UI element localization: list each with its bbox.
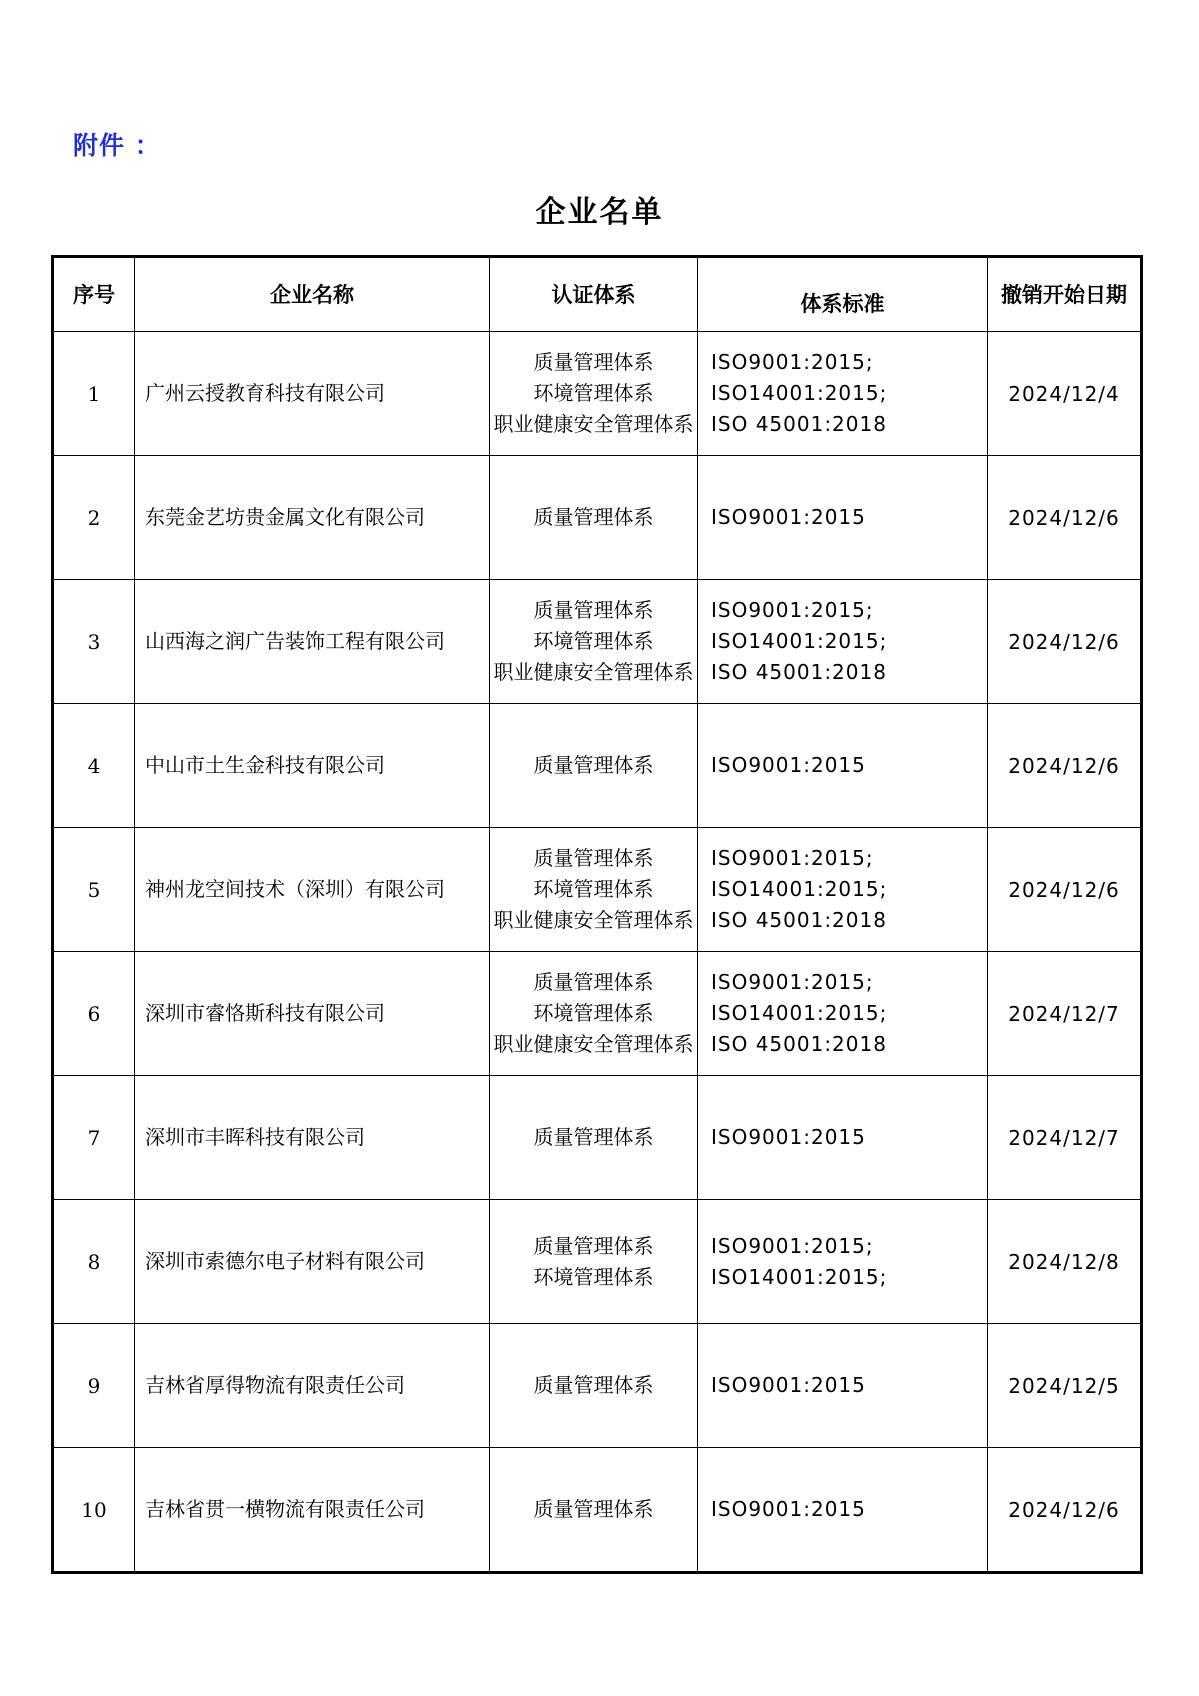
standard-item: ISO14001:2015; [711, 1264, 888, 1289]
table-row [53, 704, 1142, 828]
revocation-date: 2024/12/6 [988, 828, 1142, 952]
system-item: 质量管理体系 [533, 1497, 654, 1521]
standard-item: ISO9001:2015 [711, 505, 866, 529]
system-item: 质量管理体系 [533, 970, 654, 994]
company-name: 神州龙空间技术（深圳）有限公司 [135, 828, 490, 952]
row-number: 9 [53, 1324, 135, 1448]
certification-systems [490, 828, 698, 952]
company-name: 吉林省贯一横物流有限责任公司 [135, 1448, 490, 1573]
header-standard: 体系标准 [698, 257, 988, 332]
table-row [53, 456, 1142, 580]
system-item: 环境管理体系 [533, 381, 654, 405]
company-name: 广州云授教育科技有限公司 [135, 332, 490, 456]
company-name: 中山市土生金科技有限公司 [135, 704, 490, 828]
row-number: 1 [53, 332, 135, 456]
system-standards [698, 704, 988, 828]
table-header-row [53, 257, 1142, 332]
row-number: 2 [53, 456, 135, 580]
table-row [53, 828, 1142, 952]
certification-systems [490, 1324, 698, 1448]
company-name: 东莞金艺坊贵金属文化有限公司 [135, 456, 490, 580]
system-item: 质量管理体系 [533, 350, 654, 374]
standard-item: ISO14001:2015; [711, 629, 888, 653]
standard-item: ISO9001:2015; [711, 350, 874, 374]
system-item: 质量管理体系 [533, 753, 654, 777]
row-number: 3 [53, 580, 135, 704]
certification-systems [490, 332, 698, 456]
system-item: 环境管理体系 [533, 877, 654, 901]
header-system: 认证体系 [490, 257, 698, 332]
table-row [53, 580, 1142, 704]
system-item: 环境管理体系 [533, 1001, 654, 1025]
system-item: 职业健康安全管理体系 [493, 1032, 694, 1056]
system-standards [698, 580, 988, 704]
system-standards [698, 1324, 988, 1448]
header-date: 撤销开始日期 [988, 257, 1142, 332]
revocation-date: 2024/12/5 [988, 1324, 1142, 1448]
attachment-label: 附件 ： [73, 131, 161, 160]
revocation-date: 2024/12/4 [988, 332, 1142, 456]
header-no: 序号 [53, 257, 135, 332]
system-standards [698, 332, 988, 456]
revocation-date: 2024/12/6 [988, 580, 1142, 704]
row-number: 10 [53, 1448, 135, 1573]
certification-systems [490, 952, 698, 1076]
certification-systems [490, 704, 698, 828]
system-item: 质量管理体系 [533, 846, 654, 870]
system-standards [698, 828, 988, 952]
standard-item: ISO9001:2015 [711, 753, 866, 777]
standard-item: ISO14001:2015; [711, 877, 888, 901]
row-number: 6 [53, 952, 135, 1076]
company-name: 吉林省厚得物流有限责任公司 [135, 1324, 490, 1448]
header-name: 企业名称 [135, 257, 490, 332]
enterprise-table [51, 255, 1143, 1574]
company-name: 深圳市睿恪斯科技有限公司 [135, 952, 490, 1076]
table-row [53, 1324, 1142, 1448]
table-row [53, 1200, 1142, 1324]
table-row [53, 952, 1142, 1076]
system-item: 质量管理体系 [533, 1125, 654, 1149]
revocation-date: 2024/12/6 [988, 704, 1142, 828]
row-number: 5 [53, 828, 135, 952]
system-standards [698, 952, 988, 1076]
table-body [53, 332, 1142, 1573]
standard-item: ISO 45001:2018 [711, 412, 887, 436]
standard-item: ISO9001:2015; [711, 970, 874, 994]
system-item: 职业健康安全管理体系 [493, 660, 694, 684]
system-item: 质量管理体系 [533, 598, 654, 622]
company-name: 山西海之润广告装饰工程有限公司 [135, 580, 490, 704]
standard-item: ISO9001:2015; [711, 598, 874, 622]
standard-item: ISO14001:2015; [711, 381, 888, 405]
system-standards [698, 1448, 988, 1573]
revocation-date: 2024/12/8 [988, 1200, 1142, 1324]
standard-item: ISO9001:2015 [711, 1373, 866, 1397]
system-item: 职业健康安全管理体系 [493, 412, 694, 436]
standard-item: ISO9001:2015; [711, 1233, 874, 1258]
standard-item: ISO9001:2015 [711, 1497, 866, 1521]
standard-item: ISO 45001:2018 [711, 908, 887, 932]
company-name: 深圳市丰晖科技有限公司 [135, 1076, 490, 1200]
system-standards [698, 1200, 988, 1324]
system-standards [698, 1076, 988, 1200]
row-number: 8 [53, 1200, 135, 1324]
revocation-date: 2024/12/7 [988, 952, 1142, 1076]
row-number: 4 [53, 704, 135, 828]
system-item: 环境管理体系 [533, 1264, 654, 1289]
system-item: 质量管理体系 [533, 1373, 654, 1397]
system-standards [698, 456, 988, 580]
certification-systems [490, 1200, 698, 1324]
standard-item: ISO 45001:2018 [711, 1032, 887, 1056]
revocation-date: 2024/12/6 [988, 1448, 1142, 1573]
revocation-date: 2024/12/7 [988, 1076, 1142, 1200]
certification-systems [490, 456, 698, 580]
certification-systems [490, 580, 698, 704]
table-row [53, 1076, 1142, 1200]
page-title: 企业名单 [535, 195, 664, 230]
standard-item: ISO14001:2015; [711, 1001, 888, 1025]
system-item: 质量管理体系 [533, 1233, 654, 1258]
revocation-date: 2024/12/6 [988, 456, 1142, 580]
system-item: 质量管理体系 [533, 505, 654, 529]
table-row [53, 1448, 1142, 1573]
company-name: 深圳市索德尔电子材料有限公司 [135, 1200, 490, 1324]
system-item: 环境管理体系 [533, 629, 654, 653]
certification-systems [490, 1448, 698, 1573]
certification-systems [490, 1076, 698, 1200]
table-row [53, 332, 1142, 456]
standard-item: ISO 45001:2018 [711, 660, 887, 684]
standard-item: ISO9001:2015 [711, 1125, 866, 1149]
standard-item: ISO9001:2015; [711, 846, 874, 870]
row-number: 7 [53, 1076, 135, 1200]
system-item: 职业健康安全管理体系 [493, 908, 694, 932]
